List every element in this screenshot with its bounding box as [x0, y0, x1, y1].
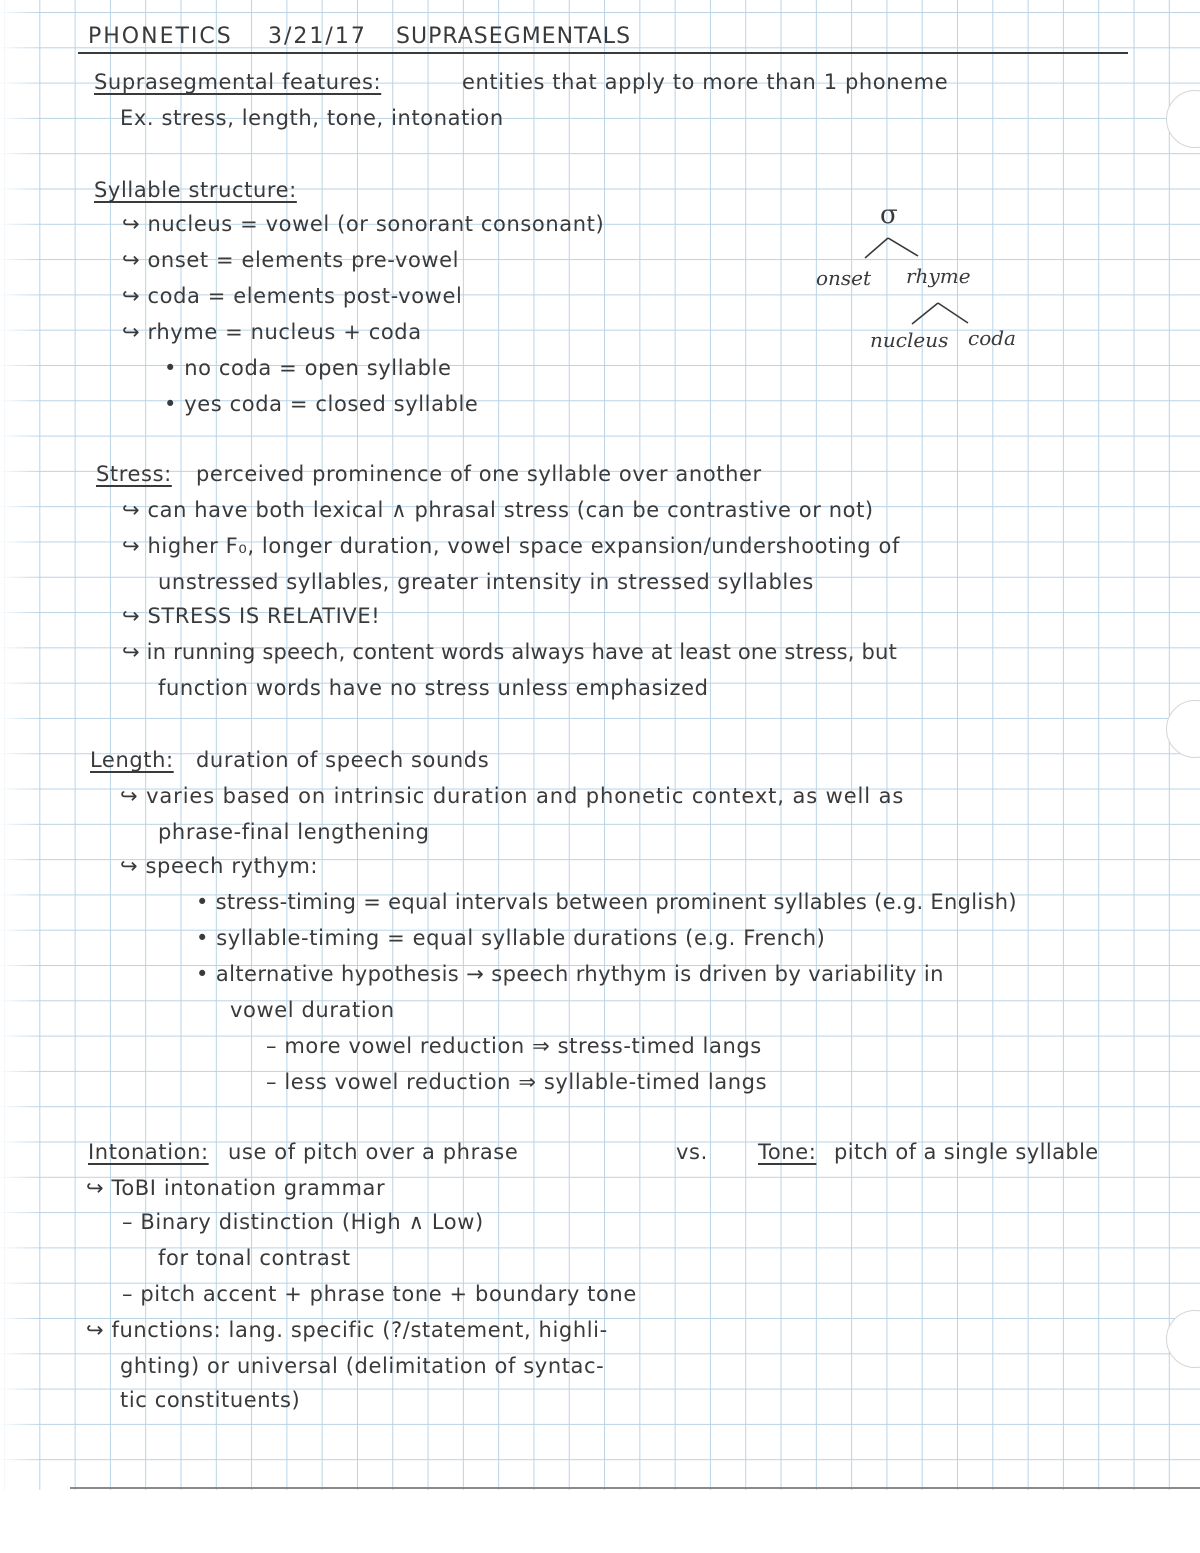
stress-line: function words have no stress unless emphasized: [158, 676, 709, 700]
intonation-line: – pitch accent + phrase tone + boundary tone: [122, 1282, 637, 1306]
tree-onset: onset: [816, 266, 872, 290]
examples-line: Ex. stress, length, tone, intonation: [120, 106, 504, 130]
term-tone: Tone:: [758, 1140, 817, 1164]
term-suprasegmental: Suprasegmental features:: [94, 70, 382, 94]
term-stress: Stress:: [96, 462, 172, 486]
intonation-line: ↪ functions: lang. specific (?/statement, highli-: [86, 1318, 608, 1342]
term-intonation: Intonation:: [88, 1140, 209, 1164]
definition-intonation: use of pitch over a phrase: [228, 1140, 519, 1164]
intonation-line: tic constituents): [120, 1388, 301, 1412]
definition-length: duration of speech sounds: [196, 748, 490, 772]
branch-rhyme-nucleus: [912, 303, 938, 324]
term-length: Length:: [90, 748, 174, 772]
definition-tone: pitch of a single syllable: [834, 1140, 1099, 1164]
stress-line: ↪ STRESS IS RELATIVE!: [122, 604, 381, 628]
page-bottom-edge: [70, 1487, 1200, 1489]
intonation-line: ghting) or universal (delimitation of syntac-: [120, 1354, 605, 1378]
topic-title: SUPRASEGMENTALS: [396, 24, 632, 49]
stress-line: ↪ can have both lexical ∧ phrasal stress (can be contrastive or not): [122, 498, 874, 522]
header-rule: [78, 52, 1128, 54]
length-line: • syllable-timing = equal syllable durations (e.g. French): [196, 926, 826, 950]
tree-coda: coda: [968, 326, 1016, 350]
punch-hole: [1166, 700, 1200, 758]
intonation-line: – Binary distinction (High ∧ Low): [122, 1210, 484, 1234]
length-line: • stress-timing = equal intervals between prominent syllables (e.g. English): [196, 890, 1017, 914]
syllable-item: ↪ nucleus = vowel (or sonorant consonant): [122, 212, 605, 236]
intonation-line: for tonal contrast: [158, 1246, 351, 1270]
syllable-item: ↪ rhyme = nucleus + coda: [122, 320, 422, 344]
length-line: vowel duration: [230, 998, 395, 1022]
branch-rhyme-coda: [938, 303, 968, 323]
intonation-line: ↪ ToBI intonation grammar: [86, 1176, 386, 1200]
stress-line: unstressed syllables, greater intensity in stressed syllables: [158, 570, 814, 594]
punch-hole: [1166, 1310, 1200, 1368]
length-line: ↪ speech rythym:: [120, 854, 319, 878]
paper-margin: [0, 0, 40, 1553]
length-line: • alternative hypothesis → speech rhythym is driven by variability in: [196, 962, 944, 986]
stress-line: ↪ in running speech, content words always have at least one stress, but: [122, 640, 897, 664]
syllable-heading: Syllable structure:: [94, 178, 297, 202]
stress-line: ↪ higher F₀, longer duration, vowel space expansion/undershooting of: [122, 534, 900, 558]
syllable-bullet: • yes coda = closed syllable: [164, 392, 479, 416]
note-date: 3/21/17: [268, 24, 367, 49]
page-bottom-margin: [0, 1490, 1200, 1553]
definition-stress: perceived prominence of one syllable over another: [196, 462, 762, 486]
punch-hole: [1166, 90, 1200, 148]
length-line: – more vowel reduction ⇒ stress-timed langs: [266, 1034, 762, 1058]
tree-nucleus: nucleus: [870, 328, 949, 352]
syllable-bullet: • no coda = open syllable: [164, 356, 452, 380]
syllable-item: ↪ onset = elements pre-vowel: [122, 248, 460, 272]
length-line: ↪ varies based on intrinsic duration and phonetic context, as well as: [120, 784, 905, 808]
branch-sigma-rhyme: [888, 238, 918, 256]
branch-sigma-onset: [865, 238, 888, 258]
length-line: phrase-final lengthening: [158, 820, 430, 844]
definition-suprasegmental: entities that apply to more than 1 phoneme: [462, 70, 949, 94]
course-title: PHONETICS: [88, 24, 233, 49]
tree-root-sigma: σ: [880, 200, 898, 230]
length-line: – less vowel reduction ⇒ syllable-timed langs: [266, 1070, 768, 1094]
syllable-item: ↪ coda = elements post-vowel: [122, 284, 463, 308]
tree-rhyme: rhyme: [906, 264, 971, 288]
versus-label: vs.: [676, 1140, 708, 1164]
